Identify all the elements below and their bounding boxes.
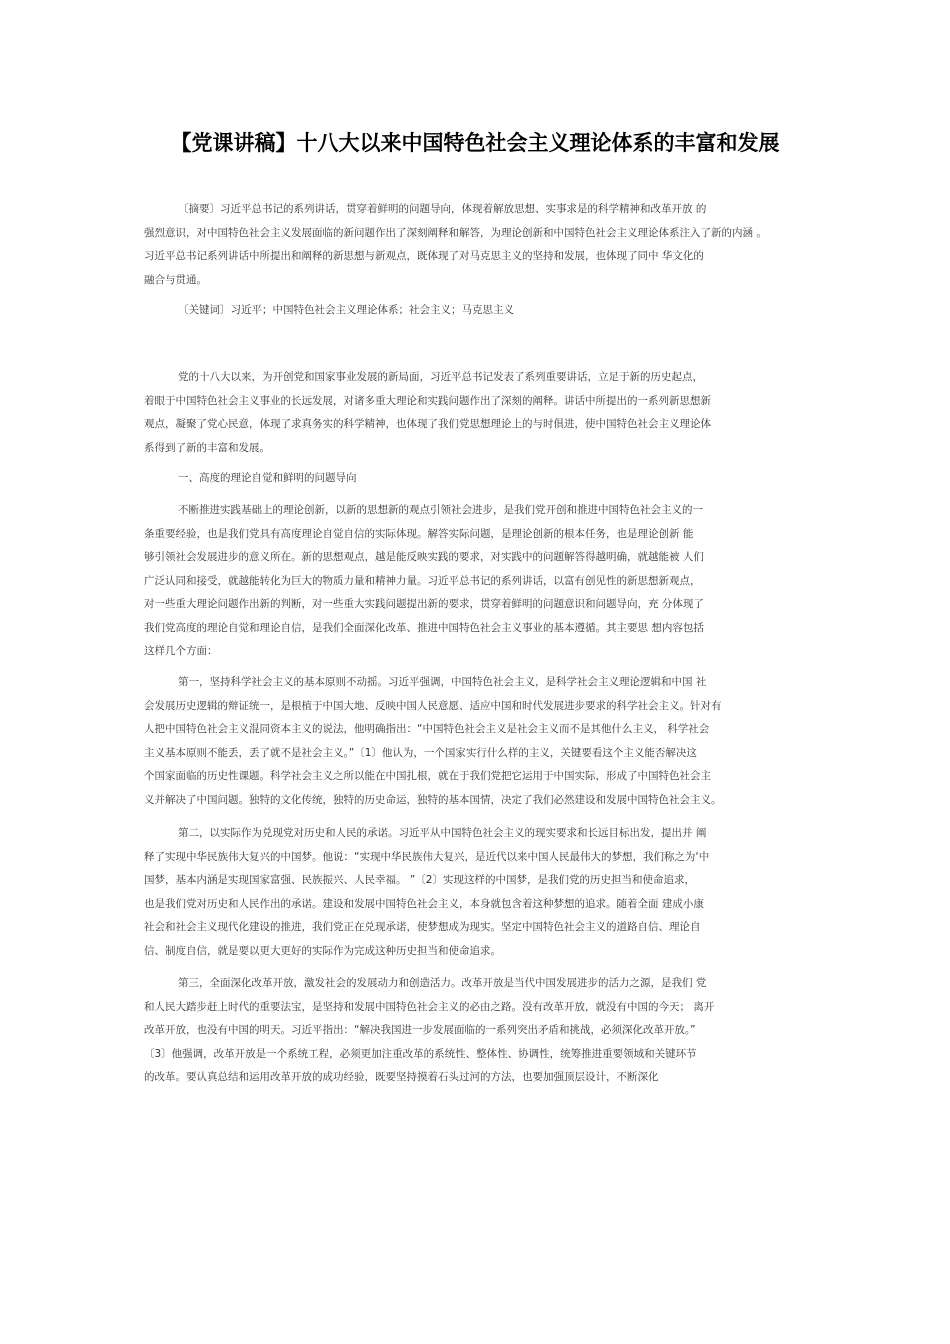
paragraph-line: 党的十八大以来，为开创党和国家事业发展的新局面，习近平总书记发表了系列重要讲话，立足于新的历史起点， <box>178 371 703 383</box>
paragraph-line: 〔3〕他强调，改革开放是一个系统工程，必须更加注重改革的系统性、整体性、协调性，统筹推进重要领域和关键环节 <box>144 1047 697 1060</box>
paragraph-line: 改革开放，也没有中国的明天。习近平指出：“解决我国进一步发展面临的一系列突出矛盾和挑战，必须深化改革开放。” <box>144 1024 696 1036</box>
intro-paragraph <box>144 366 824 460</box>
paragraph-line: 社会和社会主义现代化建设的推进，我们党正在兑现承诺，使梦想成为现实。坚定中国特色社会主义的道路自信、理论自 <box>144 921 701 933</box>
paragraph-line: 我们党高度的理论自觉和理论自信，是我们全面深化改革、推进中国特色社会主义事业的基本遵循。其主要思 想内容包括 <box>144 621 704 634</box>
paragraph-line: 观点，凝聚了党心民意，体现了求真务实的科学精神，也体现了我们党思想理论上的与时俱进，使中国特色社会主义理论体 <box>144 418 711 430</box>
paragraph-line: 第一，坚持科学社会主义的基本原则不动摇。习近平强调，中国特色社会主义，是科学社会主义理论逻辑和中国 社 <box>178 676 707 688</box>
paragraph-line: 释了实现中华民族伟大复兴的中国梦。他说：“实现中华民族伟大复兴，是近代以来中国人民最伟大的梦想，我们称之为‘中 <box>144 850 710 863</box>
paragraph-line: 和人民大踏步赶上时代的重要法宝，是坚持和发展中国特色社会主义的必由之路。没有改革开放，就没有中国的今天； 离开 <box>144 1000 715 1013</box>
paragraph-line: 够引领社会发展进步的意义所在。新的思想观点，越是能反映实践的要求，对实践中的问题解答得越明确，就越能被 人们 <box>144 551 704 563</box>
paragraph-line: 主义基本原则不能丢，丢了就不是社会主义。”〔1〕他认为，一个国家实行什么样的主义，关键要看这个主义能否解决这 <box>144 746 697 759</box>
paragraph-line: 条重要经验，也是我们党具有高度理论自觉自信的实际体现。解答实际问题，是理论创新的根本任务，也是理论创新 能 <box>144 527 694 540</box>
paragraph-line: 国梦，基本内涵是实现国家富强、民族振兴、人民幸福。 ”〔2〕实现这样的中国梦，是我们党的历史担当和使命追求， <box>144 874 695 886</box>
paragraph-line: 这样几个方面： <box>144 645 218 657</box>
paragraph-line: 不断推进实践基础上的理论创新，以新的思想新的观点引领社会进步，是我们党开创和推进中国特色社会主义的一 <box>178 504 703 516</box>
paragraph-line: 信、制度自信，就是要以更大更好的实际作为完成这种历史担当和使命追求。 <box>144 944 501 957</box>
keywords: 〔关键词〕习近平；中国特色社会主义理论体系；社会主义；马克思主义 <box>178 304 514 316</box>
paragraph-line: 第三，全面深化改革开放，激发社会的发展动力和创造活力。改革开放是当代中国发展进步的活力之源，是我们 党 <box>178 977 707 989</box>
paragraph-line: 也是我们党对历史和人民作出的承诺。建设和发展中国特色社会主义，本身就包含着这种梦想的追求。随着全面 建成小康 <box>144 897 704 910</box>
paragraph-line: 对一些重大理论问题作出新的判断，对一些重大实践问题提出新的要求，贯穿着鲜明的问题意识和问题导向，充 分体现了 <box>144 598 704 610</box>
abstract <box>144 198 824 292</box>
paragraph-line: 广泛认同和接受，就越能转化为巨大的物质力量和精神力量。习近平总书记的系列讲话，以富有创见性的新思想新观点， <box>144 574 701 587</box>
paragraph-line: 第二，以实际作为兑现党对历史和人民的承诺。习近平从中国特色社会主义的现实要求和长远目标出发，提出并 阐 <box>178 827 707 839</box>
paragraph-2 <box>144 671 824 812</box>
abstract-line: 强烈意识，对中国特色社会主义发展面临的新问题作出了深刻阐释和解答，为理论创新和中国特色社会主义理论体系注入了新的内涵 。 <box>144 226 767 239</box>
paragraph-3 <box>144 822 824 963</box>
abstract-line: 〔摘要〕习近平总书记的系列讲话，贯穿着鲜明的问题导向，体现着解放思想、实事求是的科学精神和改革开放 的 <box>178 203 707 215</box>
document-title: 【党课讲稿】十八大以来中国特色社会主义理论体系的丰富和发展 <box>170 131 780 155</box>
paragraph-4 <box>144 972 824 1090</box>
paragraph-line: 的改革。要认真总结和运用改革开放的成功经验，既要坚持摸着石头过河的方法，也要加强顶层设计，不断深化 <box>144 1071 659 1083</box>
paragraph-line: 个国家面临的历史性课题。科学社会主义之所以能在中国扎根，就在于我们党把它运用于中国实际，形成了中国特色社会主 <box>144 770 711 782</box>
paragraph-1 <box>144 499 824 664</box>
section-heading: 一、高度的理论自觉和鲜明的问题导向 <box>178 472 357 484</box>
abstract-line: 习近平总书记系列讲话中所提出和阐释的新思想与新观点，既体现了对马克思主义的坚持和发展，也体现了同中 华文化的 <box>144 250 704 262</box>
abstract-line: 融合与贯通。 <box>144 273 207 286</box>
paragraph-line: 人把中国特色社会主义混同资本主义的说法，他明确指出：“中国特色社会主义是社会主义而不是其他什么主义， 科学社会 <box>144 723 710 735</box>
paragraph-line: 系得到了新的丰富和发展。 <box>144 441 270 454</box>
paragraph-line: 义并解决了中国问题。独特的文化传统，独特的历史命运，独特的基本国情，决定了我们必然建设和发展中国特色社会主义。 <box>144 793 722 806</box>
paragraph-line: 着眼于中国特色社会主义事业的长远发展，对诸多重大理论和实践问题作出了深刻的阐释。讲话中所提出的一系列新思想新 <box>144 394 711 407</box>
paragraph-line: 会发展历史逻辑的辩证统一，是根植于中国大地、反映中国人民意愿、适应中国和时代发展进步要求的科学社会主义。针对有 <box>144 699 722 712</box>
